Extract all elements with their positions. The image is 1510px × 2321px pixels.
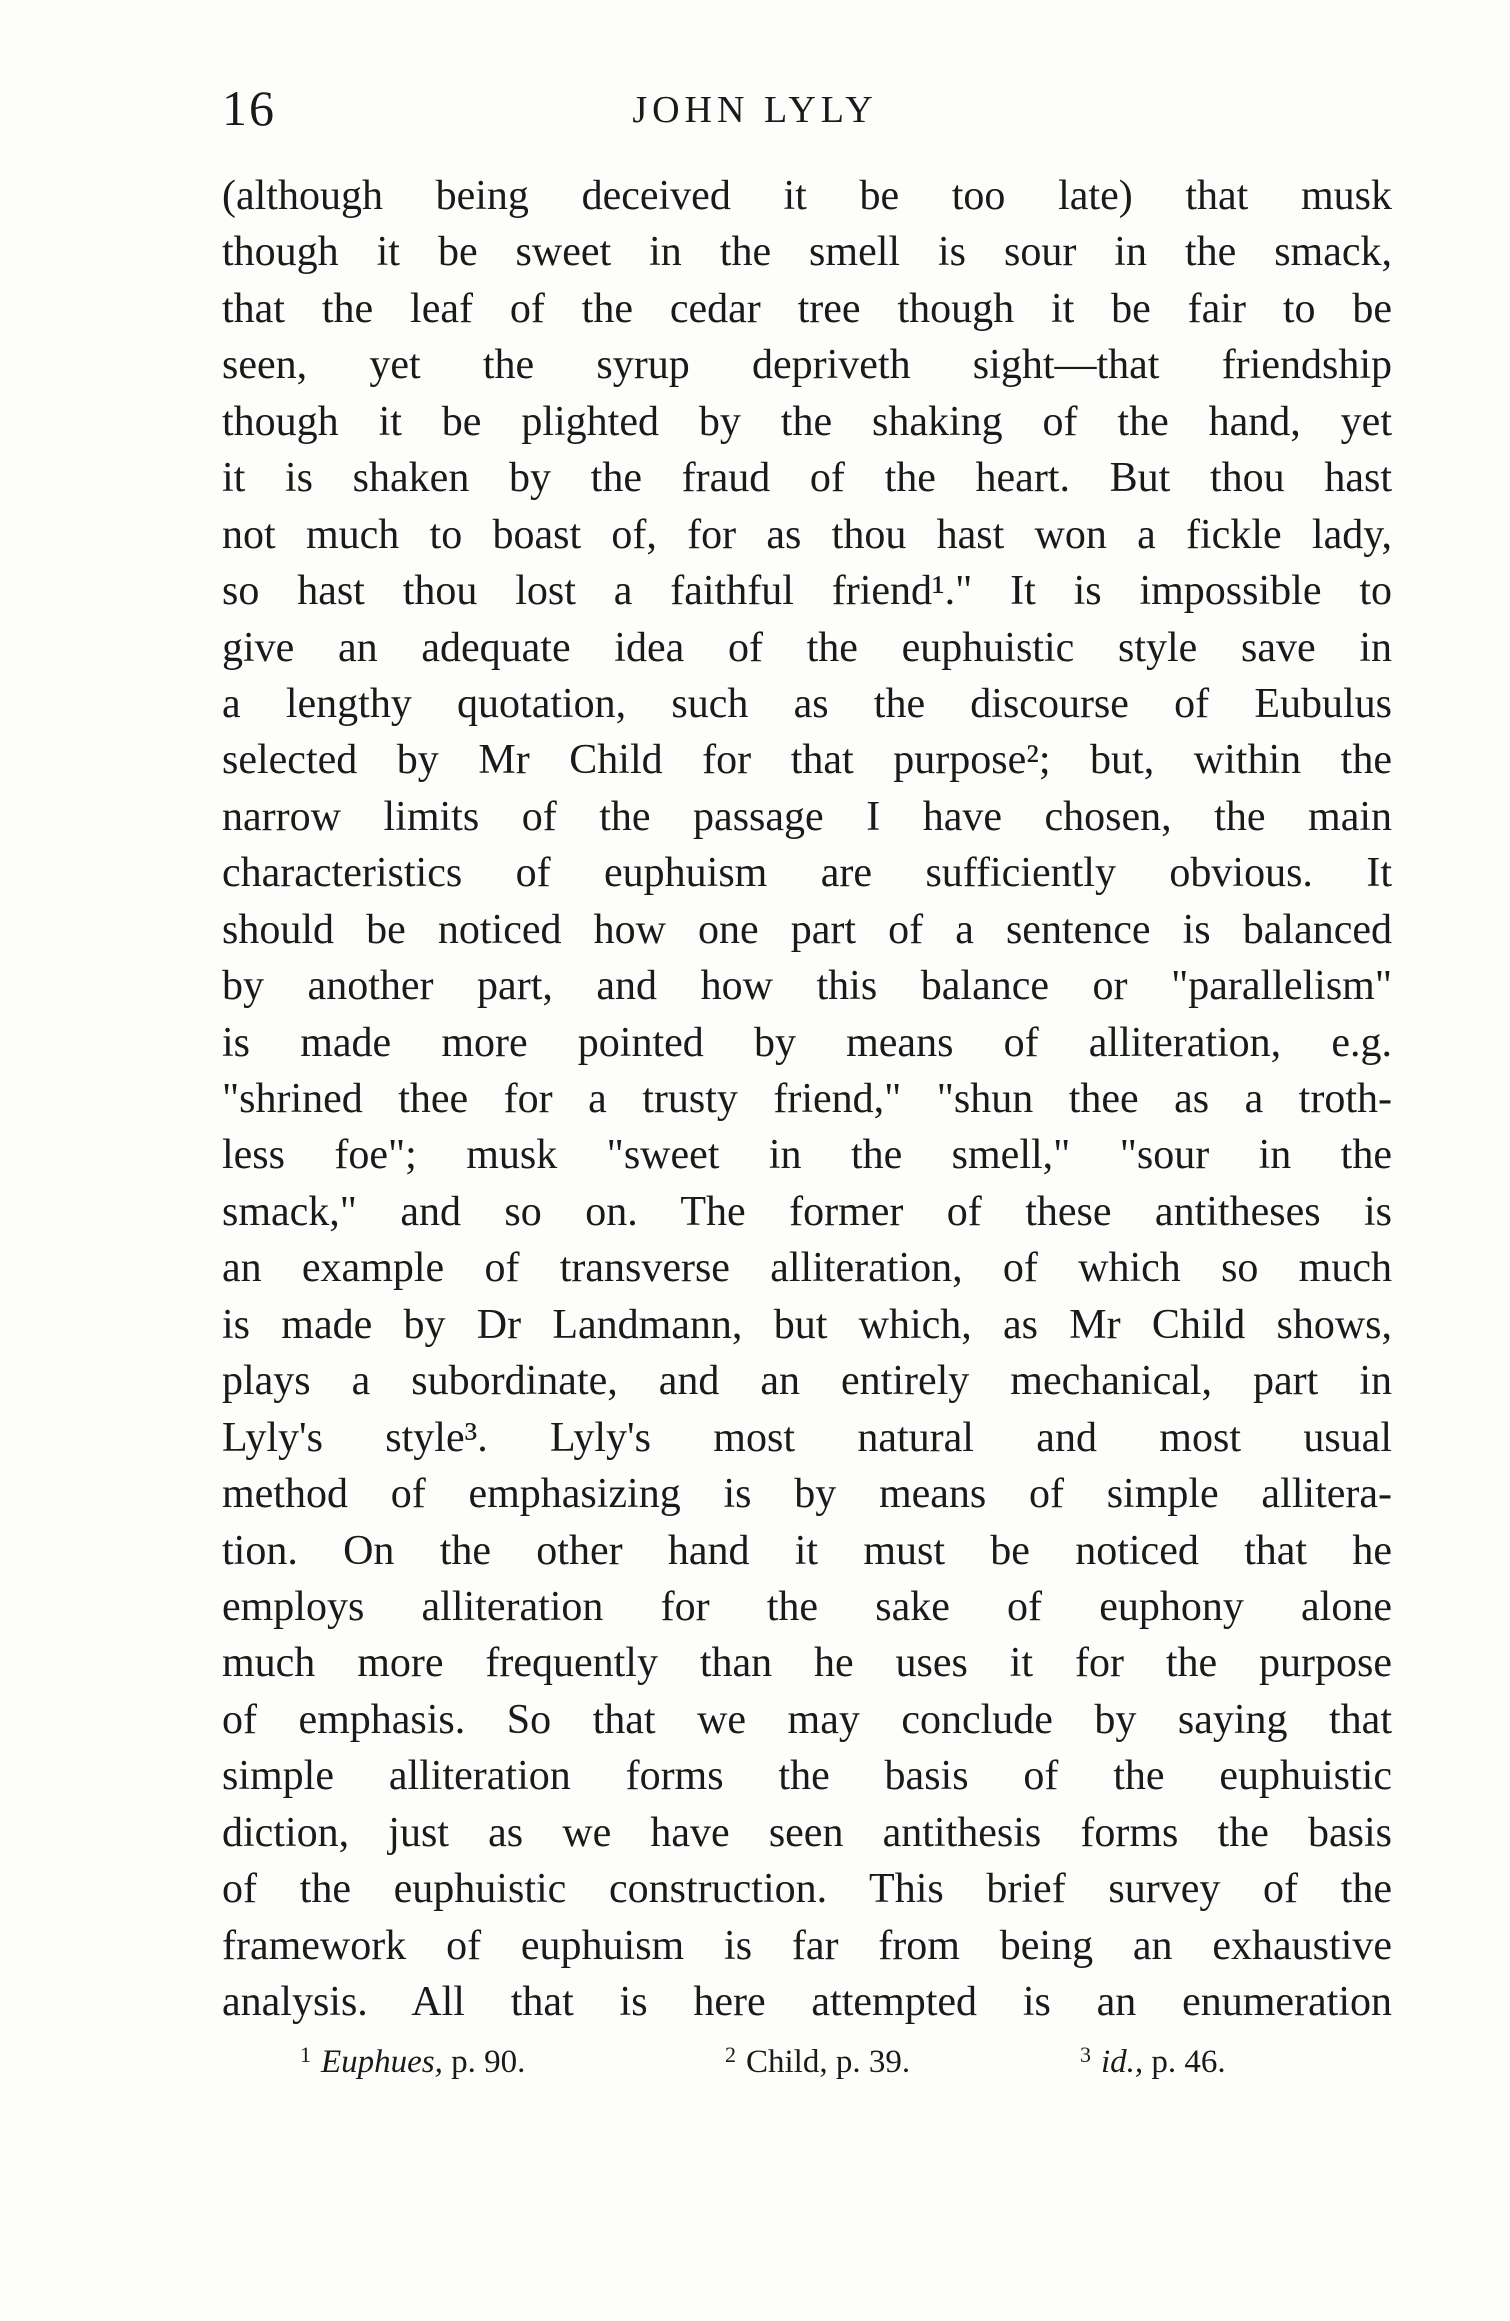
text-line: is made more pointed by means of alliteration, e.g. — [222, 1019, 1392, 1066]
page-number: 16 — [222, 80, 276, 136]
text-line: by another part, and how this balance or "parallelism" — [222, 963, 1392, 1010]
text-line: plays a subordinate, and an entirely mechanical, part in — [222, 1358, 1392, 1405]
text-line: give an adequate idea of the euphuistic style save in — [222, 624, 1392, 671]
text-line: an example of transverse alliteration, of which so much — [222, 1245, 1392, 1292]
text-line: is made by Dr Landmann, but which, as Mr Child shows, — [222, 1301, 1392, 1348]
footnote-title: Euphues, — [321, 2044, 443, 2080]
text-line: "shrined thee for a trusty friend," "shun thee as a troth- — [222, 1076, 1392, 1122]
text-line: so hast thou lost a faithful friend¹." It is impossible to — [222, 568, 1392, 615]
text-line: much more frequently than he uses it for the purpose — [222, 1640, 1392, 1687]
text-line: less foe"; musk "sweet in the smell," "sour in the — [222, 1132, 1392, 1179]
text-line: method of emphasizing is by means of simple allitera- — [222, 1471, 1392, 1518]
text-line: not much to boast of, for as thou hast won a fickle lady, — [222, 511, 1392, 558]
text-line: Lyly's style³. Lyly's most natural and most usual — [222, 1414, 1392, 1461]
text-line: selected by Mr Child for that purpose²; but, within the — [222, 737, 1392, 784]
footnote-ref: p. 90. — [451, 2044, 526, 2080]
text-line: though it be plighted by the shaking of the hand, yet — [222, 398, 1392, 445]
body-text — [222, 168, 1392, 2030]
text-line: though it be sweet in the smell is sour in the smack, — [222, 229, 1392, 276]
text-line: smack," and so on. The former of these antitheses is — [222, 1188, 1392, 1235]
footnote-title: id., — [1101, 2044, 1144, 2080]
text-line: of emphasis. So that we may conclude by saying that — [222, 1696, 1392, 1743]
text-line: a lengthy quotation, such as the discourse of Eubulus — [222, 680, 1392, 727]
text-line: that the leaf of the cedar tree though it be fair to be — [222, 285, 1392, 332]
footnote-marker: 1 — [300, 2042, 311, 2067]
footnote-3 — [1080, 2030, 1226, 2087]
running-title: JOHN LYLY — [632, 89, 878, 131]
text-line: simple alliteration forms the basis of the euphuistic — [222, 1753, 1392, 1800]
running-head — [0, 78, 1510, 138]
footnote-2 — [725, 2030, 910, 2087]
text-line: it is shaken by the fraud of the heart. But thou hast — [222, 455, 1392, 502]
text-line: employs alliteration for the sake of euphony alone — [222, 1583, 1392, 1630]
footnote-ref: Child, p. 39. — [746, 2044, 911, 2080]
text-line: should be noticed how one part of a sentence is balanced — [222, 906, 1392, 953]
text-line: narrow limits of the passage I have chosen, the main — [222, 793, 1392, 840]
text-line: diction, just as we have seen antithesis forms the basis — [222, 1809, 1392, 1856]
footnote-1 — [300, 2030, 525, 2087]
footnotes — [0, 2030, 1510, 2080]
text-line: tion. On the other hand it must be noticed that he — [222, 1527, 1392, 1574]
footnote-ref: p. 46. — [1151, 2044, 1226, 2080]
footnote-marker: 2 — [725, 2042, 736, 2067]
footnote-marker: 3 — [1080, 2042, 1091, 2067]
text-line: analysis. All that is here attempted is an enumeration — [222, 1979, 1392, 2025]
text-line: (although being deceived it be too late) that musk — [222, 173, 1392, 219]
text-line: characteristics of euphuism are sufficiently obvious. It — [222, 850, 1392, 897]
text-line: of the euphuistic construction. This brief survey of the — [222, 1866, 1392, 1913]
text-line: seen, yet the syrup depriveth sight—that friendship — [222, 342, 1392, 389]
text-line: framework of euphuism is far from being an exhaustive — [222, 1922, 1392, 1969]
